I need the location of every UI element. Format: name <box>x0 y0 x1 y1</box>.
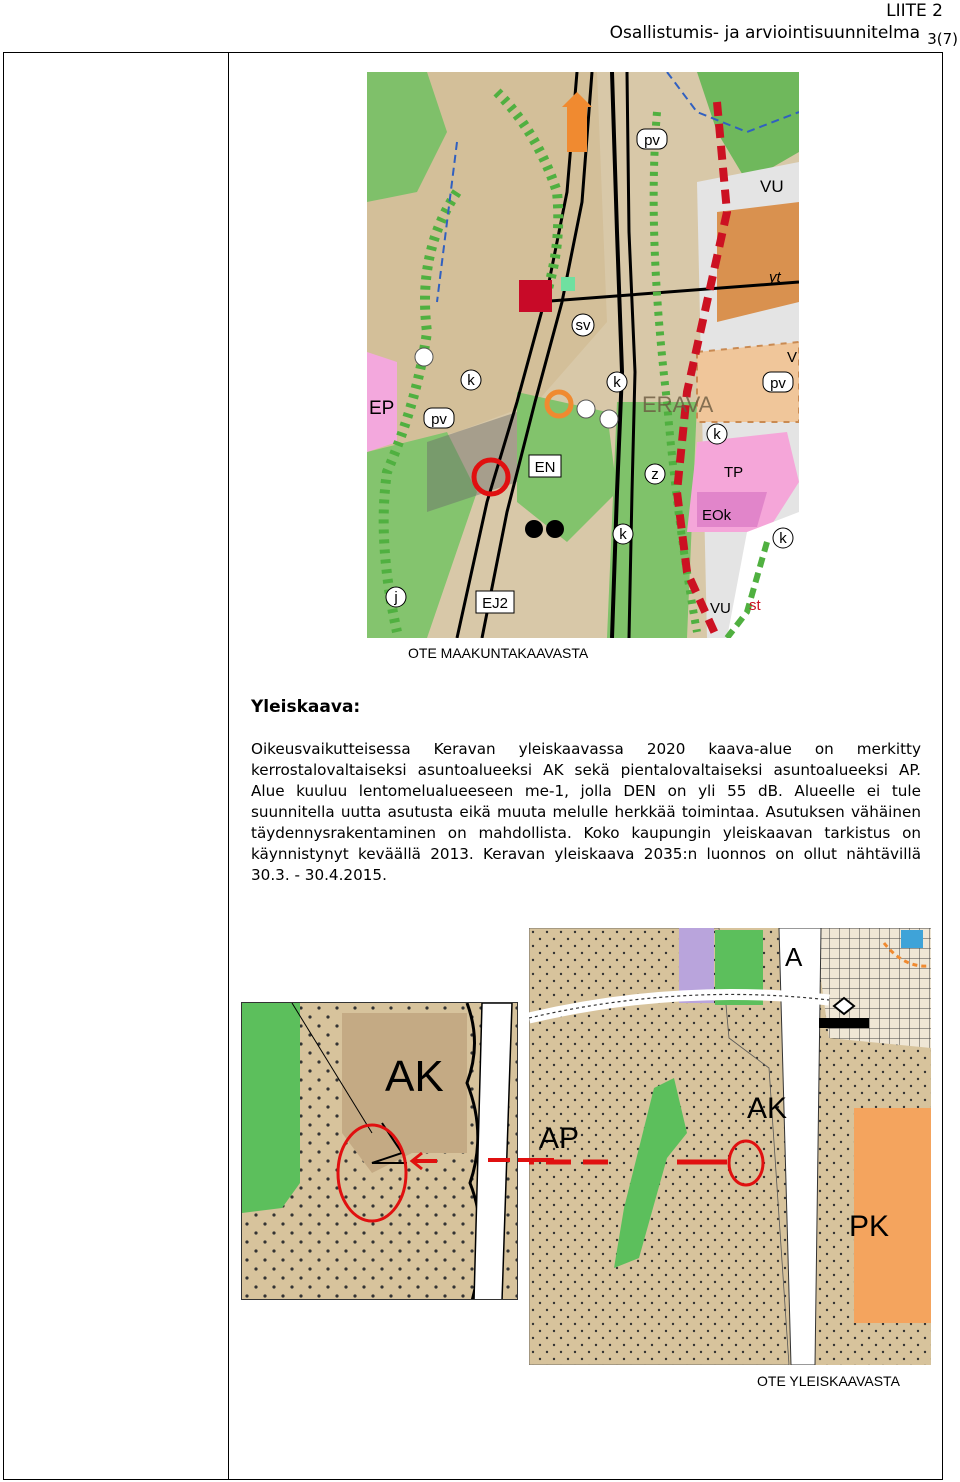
regional-plan-caption: OTE MAAKUNTAKAAVASTA <box>408 645 589 661</box>
label-pk: PK <box>849 1210 890 1243</box>
label-j: j <box>394 589 398 606</box>
page-number: 3(7) <box>927 30 958 48</box>
label-ep: EP <box>369 398 395 419</box>
label-ak: AK <box>747 1092 788 1125</box>
label-k-4: k <box>619 526 627 543</box>
label-k-2: k <box>613 374 621 391</box>
label-vu: VU <box>760 177 784 196</box>
label-ej2: EJ2 <box>482 595 508 612</box>
label-k-1: k <box>467 372 475 389</box>
left-column-divider <box>228 52 229 1480</box>
label-st: st <box>749 597 761 614</box>
body-paragraph: Oikeusvaikutteisessa Keravan yleiskaavassa 2020 kaava-alue on merkitty kerrostalovaltaiseksi asuntoalueeksi AK sekä pientalovaltaiseksi asuntoalueeksi AP. Alue kuuluu lentomelualueeseen me-1, jolla DEN on yli 55 dB. Alueelle ei tule suunnitella uutta asutusta eikä muuta melulle herkkää toimintaa. Asutuksen vähäinen täydennysrakentaminen on mahdollista. Koko kaupungin yleiskaavan tarkistus on käynnistynyt keväällä 2013. Keravan yleiskaava 2035:n luonnos on ollut nähtävillä 30.3. - 30.4.2015. <box>251 740 921 884</box>
label-v: V <box>787 349 798 366</box>
red-dash-connector <box>518 1158 554 1162</box>
label-pv-3: pv <box>431 411 447 428</box>
regional-plan-map <box>367 72 799 638</box>
master-plan-caption: OTE YLEISKAAVASTA <box>757 1373 900 1389</box>
label-sv: sv <box>575 317 591 334</box>
appendix-label: LIITE 2 <box>886 1 943 21</box>
section-heading: Yleiskaava: <box>251 697 361 717</box>
red-dash-connector-2 <box>488 1158 510 1162</box>
label-pv-2: pv <box>770 375 786 392</box>
label-ap: AP <box>539 1122 580 1155</box>
label-pv: pv <box>644 132 660 149</box>
label-k-3: k <box>713 426 721 443</box>
label-eok: EOk <box>702 507 732 524</box>
master-plan-map <box>529 928 931 1365</box>
label-vu-2: VU <box>710 600 731 617</box>
label-z: z <box>651 466 659 483</box>
label-k-5: k <box>779 530 787 547</box>
label-yt: yt <box>769 269 781 286</box>
label-a: A <box>785 942 803 972</box>
label-kerava: ERAVA <box>642 392 714 417</box>
label-tp: TP <box>724 464 744 481</box>
document-title: Osallistumis- ja arviointisuunnitelma <box>609 23 920 43</box>
label-en: EN <box>534 459 556 476</box>
zoom-inset-map <box>241 1002 518 1300</box>
label-ak-inset: AK <box>385 1052 444 1101</box>
